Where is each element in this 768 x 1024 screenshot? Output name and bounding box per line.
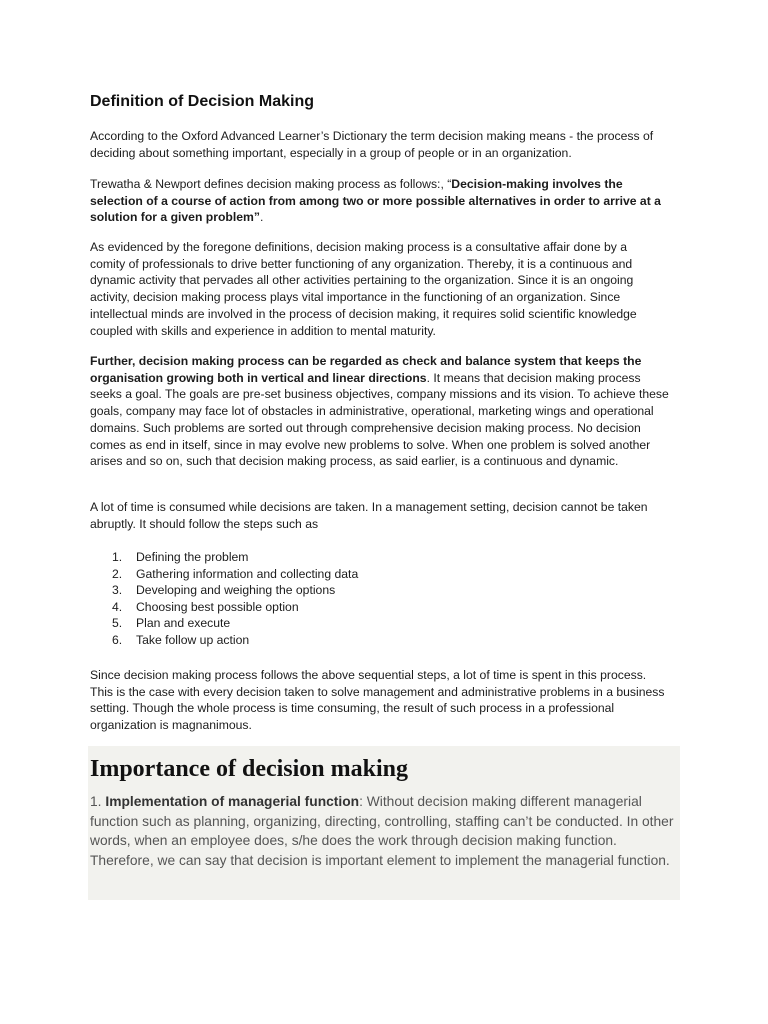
list-item: 1. Defining the problem	[112, 550, 249, 564]
decision-steps-list	[90, 549, 358, 649]
check-balance-rest: . It means that decision making process seeks a goal. The goals are pre-set business objectives, company missions and its vision. To achieve these goals, company may face lot of obstacles in administrative, operational, marketing wings and operational domains. Such problems are sorted out through comprehensive decision making process. No decision comes as end in itself, since in may evolve new problems to solve. When one problem is solved another arises and so on, such that decision making process, as said earlier, is a continuous and dynamic.	[90, 370, 669, 469]
trewatha-definition-paragraph	[90, 176, 675, 226]
check-balance-paragraph	[90, 353, 670, 470]
list-item: 3. Developing and weighing the options	[112, 583, 336, 598]
importance-item-paragraph	[90, 792, 680, 870]
trewatha-end: .	[259, 210, 264, 225]
list-item: 6. Take follow up action	[112, 632, 250, 647]
importance-box	[88, 746, 680, 900]
trewatha-quote: Decision-making involves the selection of a course of action from among two or more possible alternatives in order to arrive at a solution for a given problem”	[90, 177, 661, 225]
check-balance-bold: Further, decision making process can be regarded as check and balance system that keeps the organisation growing both in vertical and linear directions	[90, 354, 642, 385]
list-item: 5. Plan and execute	[112, 616, 231, 631]
oxford-definition-paragraph: According to the Oxford Advanced Learner’s Dictionary the term decision making means - the process of deciding about something important, especially in a group of people or in an organization.	[90, 129, 654, 160]
list-item: 4. Choosing best possible option	[112, 599, 299, 614]
importance-heading: Importance of decision making	[90, 756, 408, 782]
trewatha-intro: Trewatha & Newport defines decision making process as follows:, “	[90, 177, 452, 191]
importance-item-title: Implementation of managerial function	[105, 794, 360, 809]
definition-heading: Definition of Decision Making	[90, 93, 315, 110]
sequential-steps-paragraph: Since decision making process follows the above sequential steps, a lot of time is spent in this process. This is the case with every decision taken to solve management and administrative problems in a business setting. Though the whole process is time consuming, the result of such process in a professional organization is magnanimous.	[90, 668, 665, 733]
importance-item-text: : Without decision making different managerial function such as planning, organizing, directing, controlling, staffing can’t be conducted. In other words, when an employee does, s/he does the work through decision making function. Therefore, we can say that decision is important element to implement the managerial function.	[90, 794, 674, 868]
consultative-affair-paragraph: As evidenced by the foregone definitions, decision making process is a consultative affair done by a comity of professionals to drive better functioning of any organization. Thereby, it is a continuous and dynamic activity that pervades all other activities pertaining to the organization. Since it is an ongoing activity, decision making process plays vital importance in the functioning of an organization. Since intellectual minds are involved in the process of decision making, it requires solid scientific knowledge coupled with skills and experience in addition to mental maturity.	[90, 240, 637, 338]
importance-item-number: 1.	[90, 794, 102, 809]
time-consumed-paragraph: A lot of time is consumed while decisions are taken. In a management setting, decision cannot be taken abruptly. It should follow the steps such as	[90, 500, 648, 531]
list-item: 2. Gathering information and collecting data	[112, 566, 359, 581]
